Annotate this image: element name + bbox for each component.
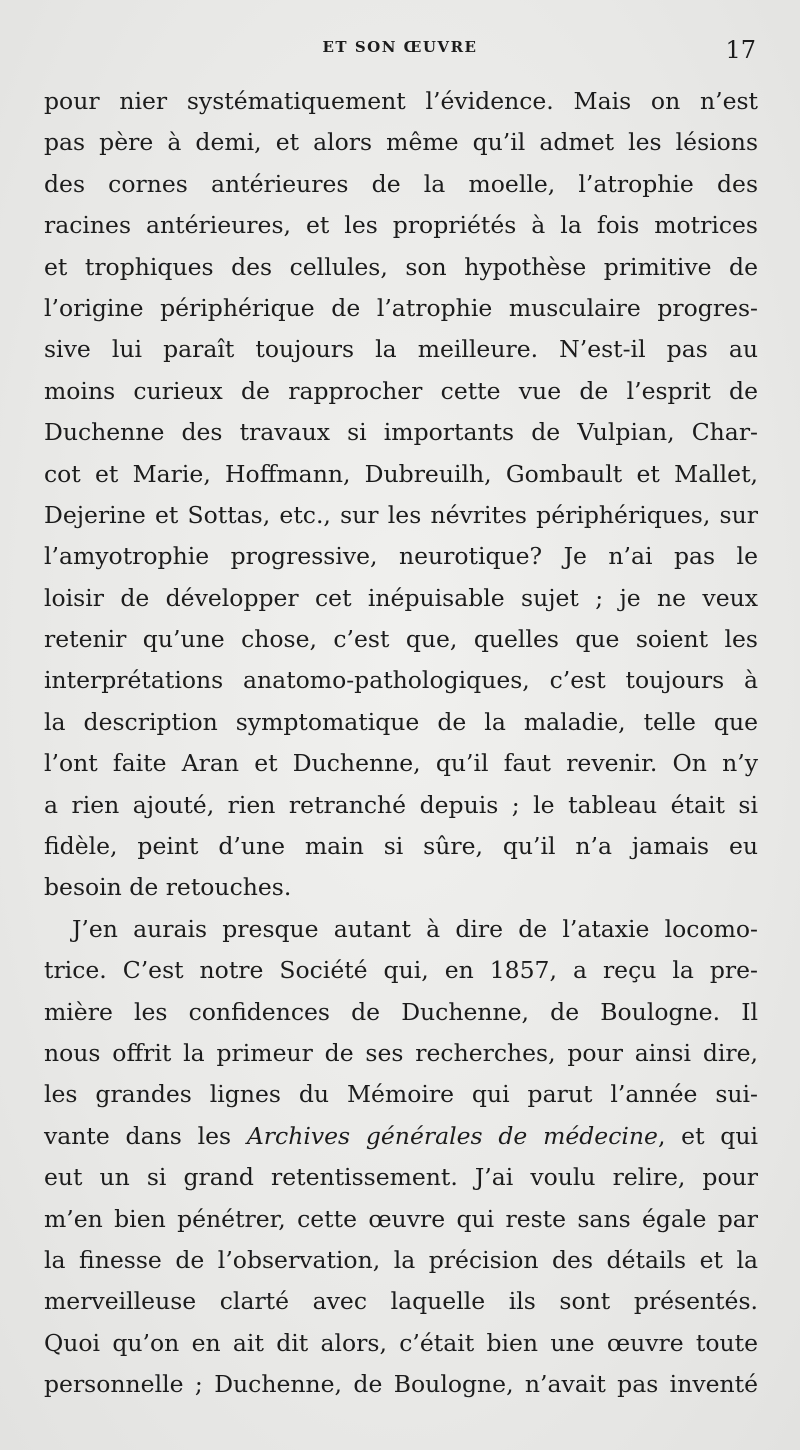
text-line: des cornes antérieures de la moelle, l’atrophie des [44,169,758,198]
text-line: l’ont faite Aran et Duchenne, qu’il faut revenir. On n’y [44,749,758,778]
text-line: Duchenne des travaux si importants de Vulpian, Char- [44,418,758,447]
text-line: Dejerine et Sottas, etc., sur les névrites périphériques, sur [44,500,758,529]
text-line: mière les confidences de Duchenne, de Boulogne. Il [44,997,758,1026]
paragraph [44,81,758,909]
body-text [44,81,758,1406]
text-line: besoin de retouches. [44,873,292,902]
text-line: merveilleuse clarté avec laquelle ils sont présentés. [44,1287,758,1316]
text-line: nous offrit la primeur de ses recherches, pour ainsi dire, [44,1038,758,1067]
paragraph [44,909,758,1406]
text-line: l’amyotrophie progressive, neurotique? Je n’ai pas le [44,542,758,571]
text-line: la finesse de l’observation, la précision des détails et la [44,1245,758,1274]
text-line: J’en aurais presque autant à dire de l’ataxie locomo- [72,914,758,943]
text-run: vante dans les [44,1121,247,1150]
text-line: et trophiques des cellules, son hypothèse primitive de [44,252,758,281]
text-line: loisir de développer cet inépuisable sujet ; je ne veux [44,583,758,612]
text-line: cot et Marie, Hoffmann, Dubreuilh, Gombault et Mallet, [44,459,758,488]
running-title: ET SON ŒUVRE [322,38,478,56]
text-line: moins curieux de rapprocher cette vue de l’esprit de [44,376,758,405]
page-number: 17 [725,36,756,64]
text-line: sive lui paraît toujours la meilleure. N’est-il pas au [44,335,758,364]
text-line: eut un si grand retentissement. J’ai voulu relire, pour [44,1163,758,1192]
running-head [0,36,800,66]
text-line: trice. C’est notre Société qui, en 1857, a reçu la pre- [44,956,758,985]
text-line: racines antérieures, et les propriétés à la fois motrices [44,211,758,240]
text-line [44,1116,758,1157]
text-run: , et qui [657,1121,758,1150]
text-line: Quoi qu’on en ait dit alors, c’était bien une œuvre toute [44,1328,758,1357]
text-line: fidèle, peint d’une main si sûre, qu’il n’a jamais eu [44,832,758,861]
text-line: pour nier systématiquement l’évidence. Mais on n’est [44,87,758,115]
text-line: a rien ajouté, rien retranché depuis ; le tableau était si [44,790,758,819]
text-line: interprétations anatomo-pathologiques, c’est toujours à [44,666,758,695]
text-line: retenir qu’une chose, c’est que, quelles que soient les [44,625,758,654]
text-line: la description symptomatique de la maladie, telle que [44,707,758,736]
text-line: pas père à demi, et alors même qu’il admet les lésions [44,128,758,157]
text-line: personnelle ; Duchenne, de Boulogne, n’avait pas inventé [44,1370,758,1399]
text-line: l’origine périphérique de l’atrophie musculaire progres- [44,293,758,322]
text-line: m’en bien pénétrer, cette œuvre qui reste sans égale par [44,1204,758,1233]
journal-title: Archives générales de médecine [246,1121,658,1150]
text-line: les grandes lignes du Mémoire qui parut l’année sui- [44,1080,758,1109]
